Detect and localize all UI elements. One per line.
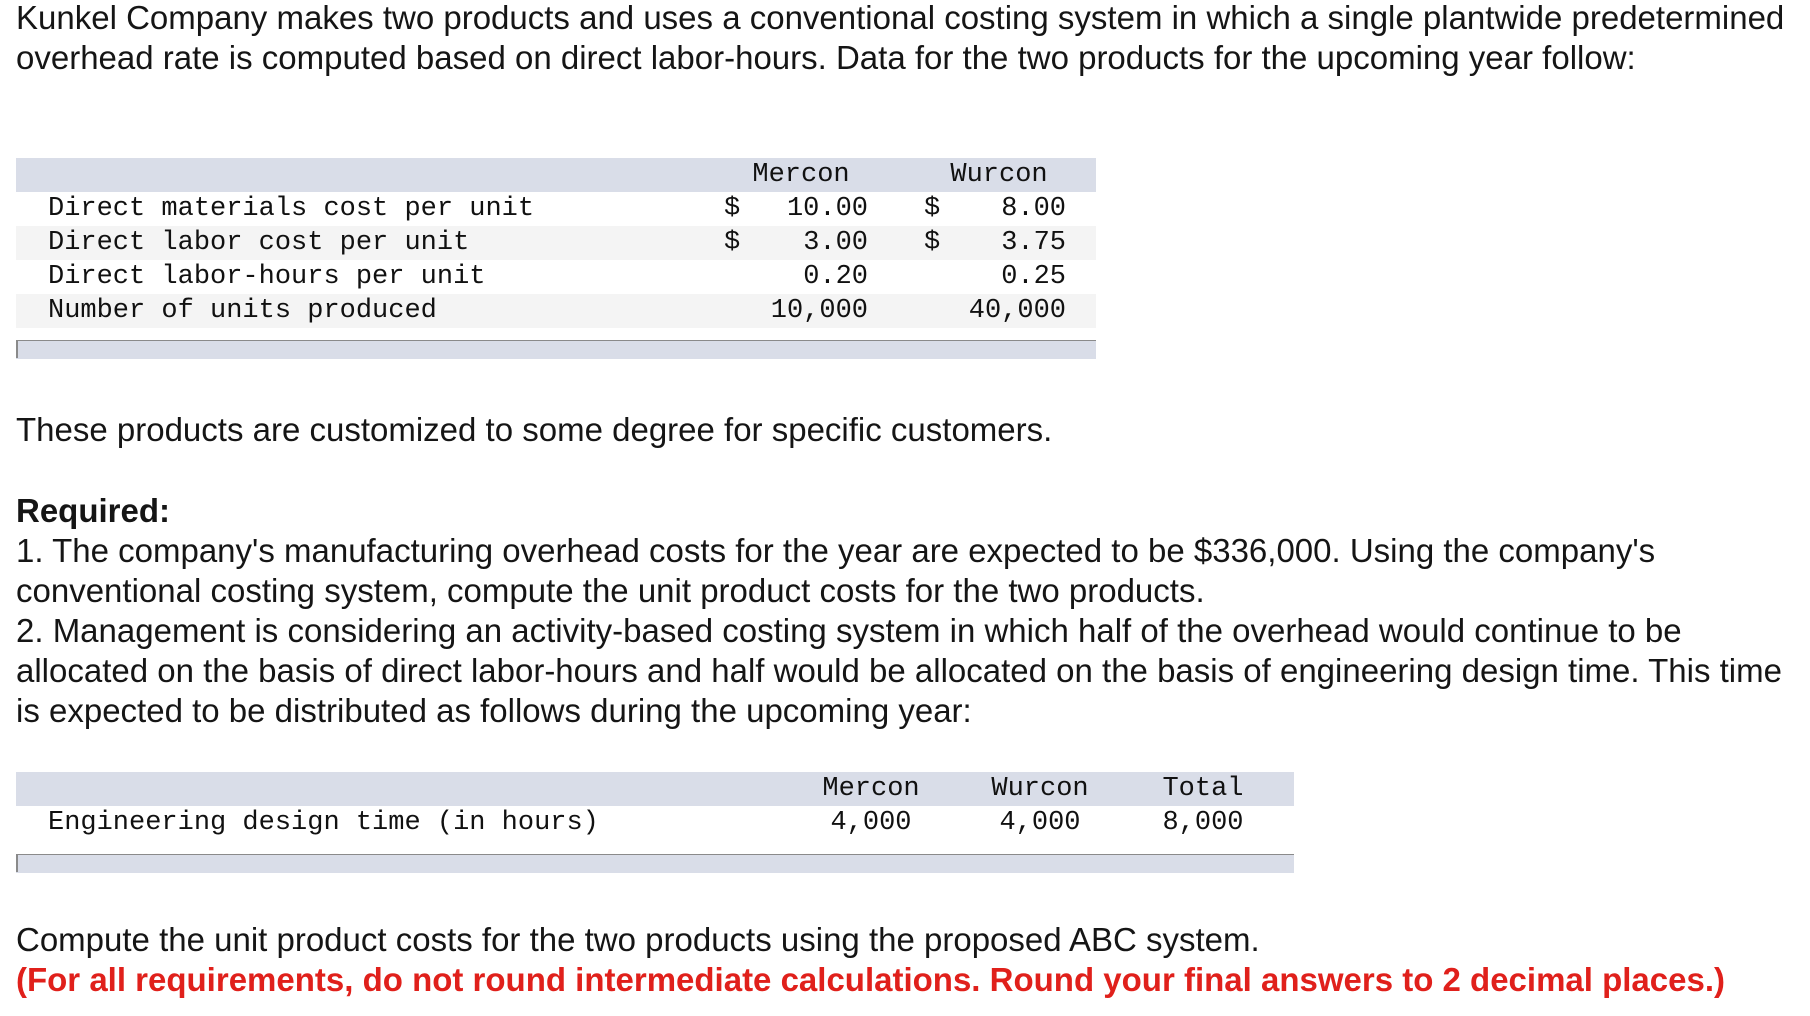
header-mercon: Mercon [822,774,920,804]
header-wurcon: Wurcon [950,160,1048,190]
row-label: Number of units produced [48,296,437,326]
required-section [16,491,1806,731]
compute-section [16,920,1806,1000]
required-heading: Required: [16,492,171,529]
wurcon-value: 3.75 [1001,228,1066,258]
header-wurcon: Wurcon [991,774,1089,804]
table-header-row [16,158,1096,192]
table-header-row [16,772,1294,806]
wurcon-value: 0.25 [1001,262,1066,292]
product-data-table [16,158,1096,358]
mercon-value: 3.00 [803,228,868,258]
currency-sign: $ [924,228,941,258]
compute-instruction: Compute the unit product costs for the two products using the proposed ABC system. [16,921,1260,958]
total-value: 8,000 [1162,808,1244,838]
table-row [16,192,1096,226]
mercon-value: 4,000 [830,808,912,838]
wurcon-value: 40,000 [968,296,1066,326]
table-row [16,294,1096,328]
row-label: Direct materials cost per unit [48,194,535,224]
header-total: Total [1162,774,1244,804]
customization-note: These products are customized to some degree for specific customers. [16,411,1053,448]
table-footer-tick [16,340,18,358]
table-footer-tick [16,854,18,872]
requirement-1: 1. The company's manufacturing overhead costs for the year are expected to be $336,000. Using the company's conventional costing system, compute the unit product costs for the two products. [16,532,1656,609]
table-row [16,260,1096,294]
table-row [16,226,1096,260]
engineering-design-table [16,772,1294,870]
wurcon-value: 4,000 [999,808,1081,838]
header-mercon: Mercon [752,160,850,190]
table-footer [16,340,1096,359]
row-label: Direct labor cost per unit [48,228,470,258]
table-row [16,806,1294,840]
row-label: Direct labor-hours per unit [48,262,486,292]
rounding-note: (For all requirements, do not round intermediate calculations. Round your final answers to 2 decimal places.) [16,961,1726,998]
table-footer [16,854,1294,873]
mercon-value: 10.00 [786,194,868,224]
wurcon-value: 8.00 [1001,194,1066,224]
mercon-value: 10,000 [770,296,868,326]
mercon-value: 0.20 [803,262,868,292]
currency-sign: $ [724,194,741,224]
row-label: Engineering design time (in hours) [48,808,599,838]
intro-paragraph: Kunkel Company makes two products and uses a conventional costing system in which a single plantwide predetermined overhead rate is computed based on direct labor-hours. Data for the two products for the upcoming year follow: [16,0,1785,76]
currency-sign: $ [924,194,941,224]
currency-sign: $ [724,228,741,258]
requirement-2: 2. Management is considering an activity-based costing system in which half of the overhead would continue to be allocated on the basis of direct labor-hours and half would be allocated on the basis of engineering design time. This time is expected to be distributed as follows during the upcoming year: [16,612,1782,729]
